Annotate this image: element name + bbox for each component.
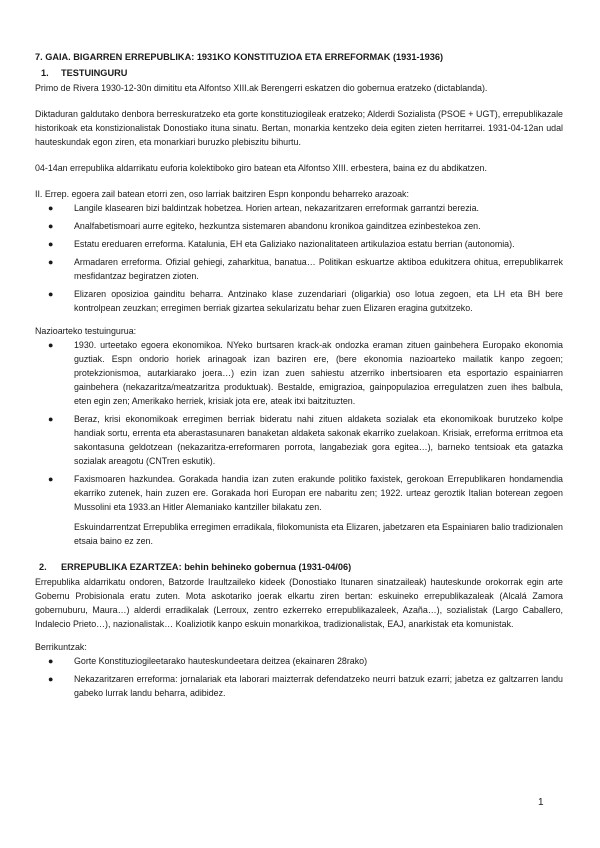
bullet-icon: ● [48, 289, 54, 299]
problems-list [35, 201, 563, 315]
list-item: ● Estatu ereduaren erreforma. Katalunia, EH eta Galiziako nazionalitateen artikulazioa estatu berrian (autonomia). [48, 239, 515, 249]
section-1-heading [35, 66, 563, 80]
section-1-title: TESTUINGURU [61, 68, 128, 78]
list-item: ● Gorte Konstituziogileetarako hauteskundeetara deitzea (ekainaren 28rako) [48, 656, 368, 666]
section-2-heading [35, 560, 563, 574]
section-1-paragraph-1: Primo de Rivera 1930-12-30n dimititu eta Alfontso XIII.ak Berengerri eskatzen dio gobernua eratzeko (dictablanda). [35, 83, 488, 93]
bullet-icon: ● [48, 221, 54, 231]
list-item: ● Analfabetismoari aurre egiteko, hezkuntza sistemaren abandonu kronikoa gainditzea ezinbestekoa zen. [48, 221, 481, 231]
list-item: ● Faxismoaren hazkundea. Gorakada handia izan zuten erakunde politiko faxistek, gerokoan Errepublikaren hondamendia ekarriko zutenek, hain zuzen ere. Gorakada hori Europan ere nabaritu zen; 1922. urteaz geroztik Italian boterean zegoen Mussolini eta 1933.an Hitler Alemaniako kantziller bilakatu zen. [48, 474, 563, 512]
list-item: ● Beraz, krisi ekonomikoak erregimen berriak bideratu nahi zituen aldaketa sozialak eta ekonomikoak burutzeko kolpe handiak sortu, errenta eta aberastasunaren banaketan aldaketa sakonak ekarriko zuelakoan. Krisiak, erreforma erritmoa eta sakontasuna geldotzean (nekazaritza-erreformaren porrota, langabeziak gora egitea…), barneko tentsioak eta gatazka sozialak areagotu (CNTren eskutik). [48, 414, 563, 466]
section-1-paragraph-2: Diktaduran galdutako denbora berreskuratzeko eta gorte konstituziogileak eratzeko; Alderdi Sozialista (PSOE + UGT), errepublikazale historikoak eta konstizionalistak Donostiako ituna sinatu. Bertan, monarkia kentzeko deia egiten zieten herritarrei. 1931-04-12an udal hauteskundak egon ziren, eta monarkiari buruzko plebiszitu bihurtu. [35, 109, 563, 147]
section-2-number: 2. [39, 562, 47, 572]
bullet-icon: ● [48, 414, 54, 424]
bullet-icon: ● [48, 340, 54, 350]
bullet-icon: ● [48, 203, 54, 213]
bullet-icon: ● [48, 474, 54, 484]
list-item: ● 1930. urteetako egoera ekonomikoa. NYeko burtsaren krack-ak ondozka eraman zituen gainbehera Europako ekonomia guztiak. Espn ondorio horiek arinagoak izan baziren ere, (bere ekonomia nazioarteko mailatik kanpo zegoen; protekzionismoa, autarkiarako joera…) ezin izan zuen sahiestu atzerriko inbertsioaren eta esportazio espainiarren gainbehera (nekazaritza/meatzaritza produktuak). Bestalde, emigrazioa, gainpopulazioa erregulatzen zuen ihes balbula, eten egin zen; Amerikako herriek, krisiak jota ere, ateak itxi baitzituzten. [48, 340, 563, 406]
international-context-label: Nazioarteko testuingurua: [35, 326, 137, 336]
list-item: ● Nekazaritzaren erreforma: jornalariak eta laborari maizterrak defendatzeko neurri batzuk ezarri; jabetza ez galtzarren landu gabeko lurrak landu beharra, adibidez. [48, 674, 563, 698]
document-title: 7. GAIA. BIGARREN ERREPUBLIKA: 1931KO KONSTITUZIOA ETA ERREFORMAK (1931-1936) [35, 52, 444, 62]
bullet-icon: ● [48, 257, 54, 267]
bullet-icon: ● [48, 239, 54, 249]
section-2-paragraph-1: Errepublika aldarrikatu ondoren, Batzorde Iraultzaileko kideek (Donostiako Itunaren sinatzaileak) hauteskunde orokorrak egin arte Gobernu Probisionala eratu zuten. Mota askotariko joerak elkartu ziren bertan: eskuineko errepublikazaleak (Alcalá Zamora gobernuburu, Maura…) alderdi erradikalak (Lerroux, zentro ezkerreko errepublikazaleek, Azaña…), sozialistak (Largo Caballero, Indalecio Prieto…), nazionalistak… Koaliziotik kanpo eskuin monarkikoa, tradizionalistak, EAJ, anarkistak eta komunistak. [35, 577, 563, 629]
closing-paragraph: Eskuindarrentzat Errepublika erregimen erradikala, filokomunista eta Elizaren, jabetzaren eta Espainiaren balio tradizionalen etsaia baino ez zen. [74, 522, 563, 546]
international-list [35, 338, 563, 514]
section-2-title-rest: : behin behineko gobernua (1931-04/06) [178, 562, 352, 572]
bullet-icon: ● [48, 674, 54, 684]
section-1-paragraph-4: II. Errep. egoera zail batean etorri zen, oso larriak baitziren Espn konpondu beharreko arazoak: [35, 189, 409, 199]
list-item: ● Elizaren oposizioa gainditu beharra. Antzinako klase zuzendariari (oligarkia) oso lotua zegoen, eta LH eta BH bere kontrolpean zeuzkan; erregimen berriak gizartea sekularizatu behar zuen Elizaren eragina gutxitzeko. [48, 289, 563, 313]
reforms-list [35, 654, 563, 700]
document-page [35, 50, 563, 704]
section-1-paragraph-3: 04-14an errepublika aldarrikatu euforia kolektiboko giro batean eta Alfontso XIII. erbestera, baina ez du abdikatzen. [35, 163, 487, 173]
list-item: ● Armadaren erreforma. Ofizial gehiegi, zaharkitua, banatua… Politikan eskuartze aktiboa edukitzera ohitua, errepublikarrek mesfidantzaz begiratzen zioten. [48, 257, 563, 281]
reforms-label: Berrikuntzak: [35, 642, 87, 652]
list-item: ● Langile klasearen bizi baldintzak hobetzea. Horien artean, nekazaritzaren erreformak garrantzi berezia. [48, 203, 480, 213]
section-2-title: ERREPUBLIKA EZARTZEA [61, 562, 179, 572]
section-1-number: 1. [41, 68, 49, 78]
page-number: 1 [538, 797, 544, 808]
bullet-icon: ● [48, 656, 54, 666]
